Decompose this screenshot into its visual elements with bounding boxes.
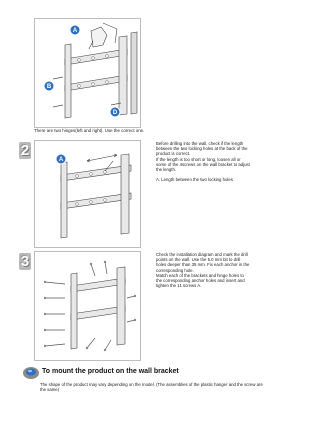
step2-instructions: Before drilling into the wall, check if the length between the two locking holes at the back of the product is correct. If the length is too short or long, loosen all or some of the 4screws on the wall bracket to adjust the length. A. Length between the two locking holes (156, 141, 250, 183)
step1-bracket-illustration (35, 19, 140, 127)
step1-caption: There are two hinges(left and right). Use the correct one. (34, 128, 145, 133)
step3-bracket-illustration (35, 252, 140, 360)
step1-figure-frame (34, 18, 141, 128)
step3-figure-frame (34, 251, 141, 361)
step2-bracket-illustration (35, 141, 140, 247)
step3-number: 3 (20, 253, 30, 270)
step3-instructions: Check the installation diagram and mark the drill points on the wall. Use the 5.0 mm bit to drill holes deeper than 35 mm. Fix each anchor in the corresponding hole. Match each of the brackets and hinge holes to the corresponding anchor holes and insert and tighten the 11 screws A. (156, 252, 250, 289)
badge-a-label: A (72, 28, 78, 34)
step2-figure-frame (34, 140, 141, 248)
section-title: To mount the product on the wall bracket (42, 368, 179, 375)
badge-d-label: D (112, 110, 118, 116)
badge-b-label: B (46, 84, 52, 90)
badge-a-label: A (58, 157, 64, 163)
section-header-icon (22, 366, 40, 380)
step2-number: 2 (20, 142, 30, 159)
section-body: The shape of the product may vary depending on the model. (The assemblies of the plastic hanger and the screw are the same) (40, 382, 263, 393)
